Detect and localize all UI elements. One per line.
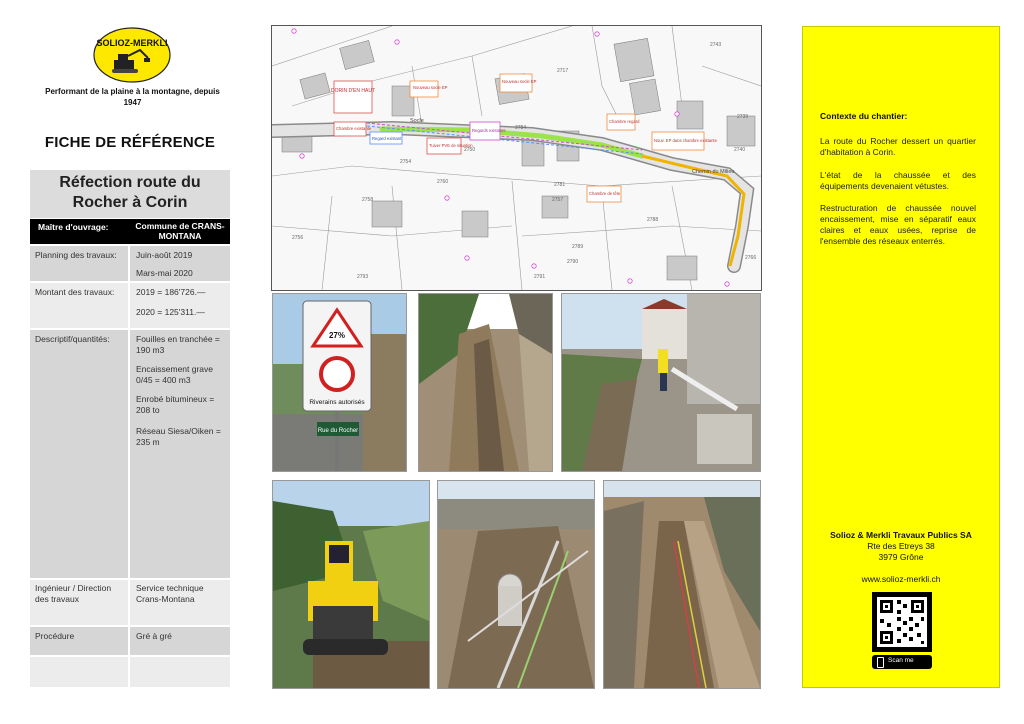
description-item-4: Réseau Siesa/Oiken = 235 m bbox=[136, 426, 221, 447]
parcel-label: 2757 bbox=[552, 197, 564, 203]
company-street: Rte des Etreys 38 bbox=[867, 541, 935, 551]
parcel-label: 2750 bbox=[464, 147, 476, 153]
description-item-1: Fouilles en tranchée = 190 m3 bbox=[136, 334, 220, 355]
qr-code[interactable] bbox=[872, 592, 932, 652]
description-label: Descriptif/quantités: bbox=[35, 334, 110, 344]
parcel-label: 2739 bbox=[737, 114, 749, 120]
description-label-cell bbox=[30, 330, 128, 578]
road-label-socle: Socle bbox=[410, 118, 424, 124]
map-callout: Nouveau socle EP bbox=[502, 79, 537, 84]
empty-label-cell bbox=[30, 657, 128, 687]
parcel-label: 2789 bbox=[572, 244, 584, 250]
planning-label: Planning des travaux: bbox=[35, 250, 117, 260]
photo-road-sign bbox=[272, 293, 407, 472]
context-panel bbox=[802, 26, 1000, 688]
amount-value-2: 2020 = 125'311.— bbox=[136, 307, 205, 317]
scan-me-label: Scan me bbox=[888, 657, 914, 664]
map-callout: Chambre de tête bbox=[589, 191, 621, 196]
logo-wordmark: SOLIOZ-MERKLI bbox=[96, 38, 168, 48]
map-callout: Tuiver PVE de situation bbox=[429, 143, 473, 148]
owner-value: Commune de CRANS-MONTANA bbox=[135, 221, 225, 241]
company-website-link[interactable]: www.solioz-merkli.ch bbox=[861, 574, 941, 584]
parcel-label: 2784 bbox=[515, 125, 527, 131]
sign-text: Riverains autorisés bbox=[309, 399, 365, 406]
parcel-label: 2758 bbox=[362, 197, 374, 203]
parcel-label: 2791 bbox=[534, 274, 546, 280]
engineer-value: Service technique Crans-Montana bbox=[136, 583, 204, 604]
map-callout: Nouveau socle EP bbox=[413, 85, 448, 90]
procedure-label: Procédure bbox=[35, 631, 75, 641]
map-callout: Regards existants bbox=[472, 128, 506, 133]
area-label: DORIN D'EN HAUT bbox=[330, 88, 376, 94]
parcel-label: 2790 bbox=[567, 259, 579, 265]
tagline: Performant de la plaine à la montagne, depuis 1947 bbox=[45, 87, 220, 107]
context-title: Contexte du chantier: bbox=[820, 111, 908, 121]
road-label: Chemin du Milieu bbox=[692, 169, 735, 175]
amount-label: Montant des travaux: bbox=[35, 287, 115, 297]
photo-excavator bbox=[272, 480, 430, 689]
engineer-label: Ingénieur / Direction des travaux bbox=[35, 583, 112, 604]
company-logo bbox=[92, 26, 172, 84]
parcel-label: 2781 bbox=[554, 182, 566, 188]
context-paragraph-2: L'état de la chaussée et des équipements devenaient vétustes. bbox=[820, 170, 976, 191]
company-city: 3979 Grône bbox=[878, 552, 924, 562]
parcel-label: 2754 bbox=[400, 159, 412, 165]
parcel-label: 2760 bbox=[437, 179, 449, 185]
project-title: Réfection route du Rocher à Corin bbox=[59, 174, 201, 211]
street-sign-text: Rue du Rocher bbox=[317, 428, 359, 434]
parcel-label: 2740 bbox=[734, 147, 746, 153]
parcel-label: 2788 bbox=[647, 217, 659, 223]
parcel-label: 2793 bbox=[357, 274, 369, 280]
planning-value-1: Juin-août 2019 bbox=[136, 250, 193, 260]
context-paragraph-3: Restructuration de chaussée nouvel encaissement, mise en séparatif eaux claires et eaux usées, reprise de l'ensemble des réseaux enterrés. bbox=[820, 203, 976, 246]
owner-label: Maître d'ouvrage: bbox=[38, 222, 109, 232]
map-callout: Chambre regard bbox=[609, 119, 640, 124]
photo-trench-2 bbox=[603, 480, 761, 689]
photo-workers bbox=[561, 293, 761, 472]
phone-icon bbox=[877, 657, 884, 668]
empty-value-cell bbox=[130, 657, 230, 687]
map-callout: Nouv. EP dans chambre existante bbox=[654, 138, 717, 143]
amount-value-1: 2019 = 186'726.— bbox=[136, 287, 206, 297]
photo-trench-1 bbox=[418, 293, 553, 472]
document-title: FICHE DE RÉFÉRENCE bbox=[44, 134, 216, 151]
planning-value-2: Mars-mai 2020 bbox=[136, 268, 193, 278]
company-name: Solioz & Merkli Travaux Publics SA bbox=[830, 530, 972, 540]
description-item-3: Enrobé bitumineux = 208 to bbox=[136, 394, 215, 415]
parcel-label: 2766 bbox=[745, 255, 757, 261]
map-callout: Chambre existante bbox=[336, 126, 372, 131]
procedure-value: Gré à gré bbox=[136, 631, 172, 641]
site-plan-map bbox=[271, 25, 762, 291]
parcel-label: 2756 bbox=[292, 235, 304, 241]
parcel-label: 2717 bbox=[557, 68, 569, 74]
sign-percent: 27% bbox=[328, 331, 346, 340]
description-item-2: Encaissement grave 0/45 = 400 m3 bbox=[136, 364, 214, 385]
parcel-label: 2743 bbox=[710, 42, 722, 48]
photo-pipes bbox=[437, 480, 595, 689]
context-paragraph-1: La route du Rocher dessert un quartier d'habitation à Corin. bbox=[820, 136, 976, 157]
map-callout: Regard existant bbox=[372, 136, 402, 141]
